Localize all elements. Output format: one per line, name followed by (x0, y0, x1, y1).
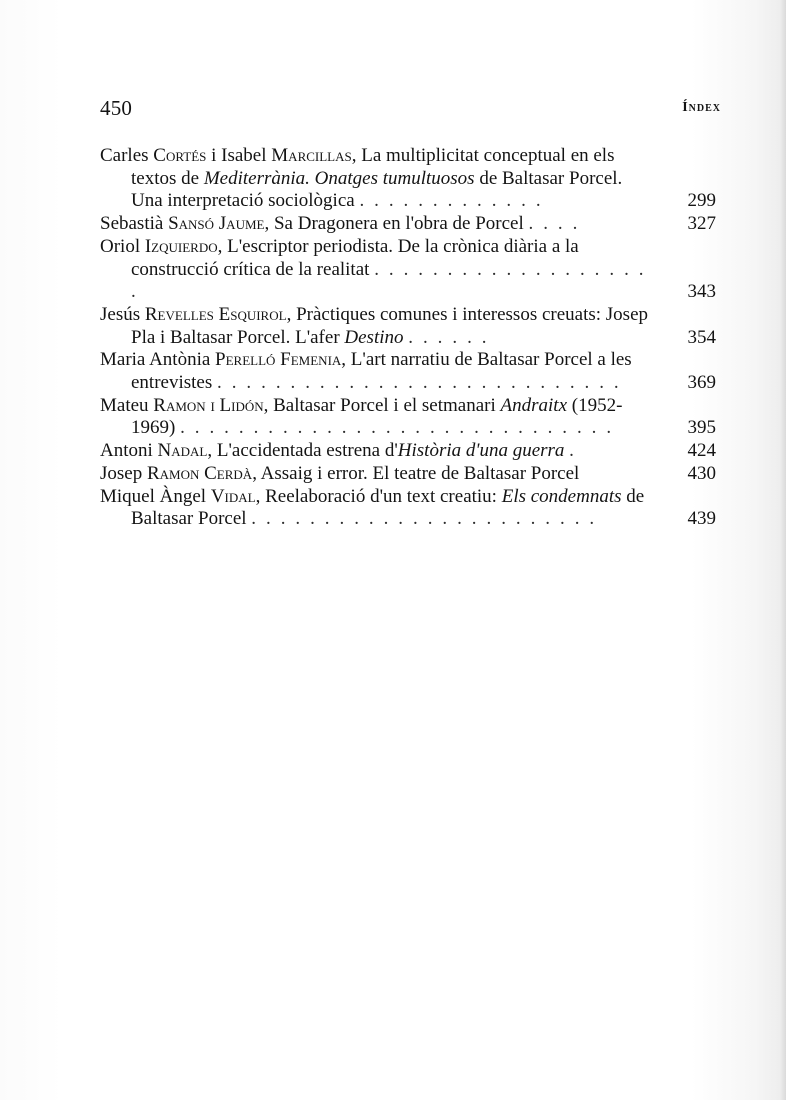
entry-author: Miquel Àngel Vidal (100, 485, 256, 507)
entry-title: , L'accidentada estrena d' (207, 440, 398, 462)
entry-title: , L'escriptor periodista. De la crònica diària a la construcció crítica de la realitat (131, 235, 579, 280)
entry-author: Oriol Izquierdo (100, 235, 218, 257)
entry-title: , La multiplicitat conceptual en els textos de (131, 145, 615, 189)
entry-page-number: 354 (687, 326, 716, 348)
entry-title: , Reelaboració d'un text creatiu: (255, 485, 502, 507)
toc-entry[interactable] (100, 236, 716, 304)
entry-title-italic: Destino (344, 326, 404, 348)
toc-entry[interactable] (100, 349, 716, 394)
entry-title: , Baltasar Porcel i el setmanari (263, 394, 501, 416)
entry-title: , Assaig i error. El teatre de Baltasar Porcel (252, 462, 580, 484)
toc-entry[interactable] (100, 440, 716, 463)
entry-author: Carles Cortés i Isabel Marcillas (100, 145, 352, 166)
entry-title-italic: Mediterrània. Onatges tumultuosos (203, 167, 475, 189)
table-of-contents (100, 145, 716, 531)
entry-page-number: 395 (687, 417, 716, 439)
entry-title: , Pràctiques comunes i interessos creuats: Josep Pla i Baltasar Porcel. L'afer (131, 303, 649, 348)
entry-author: Sebastià Sansó Jaume (100, 213, 265, 235)
dot-leader: . (569, 440, 577, 462)
dot-leader: . . . . . . . . . . . . . . . . . . . . . . . . . . . . . . (180, 417, 614, 439)
toc-entry[interactable] (100, 395, 716, 440)
scan-edge-shadow (780, 0, 786, 1100)
entry-page-number: 439 (687, 508, 716, 530)
entry-author: Maria Antònia Perelló Femenia (100, 349, 342, 371)
entry-page-number: 299 (687, 190, 716, 212)
entry-title-rest: de Baltasar Porcel. Una interpretació sociològica (131, 167, 623, 212)
dot-leader: . . . . . . . . . . . . . . . . . . . . . . . . (251, 508, 597, 530)
dot-leader: . . . . . . . . . . . . . (359, 190, 544, 212)
entry-title-rest: de Baltasar Porcel (131, 485, 645, 530)
toc-entry[interactable] (100, 304, 716, 349)
dot-leader: . . . . . . . . . . . . . . . . . . . . (131, 258, 647, 303)
entry-author: Jesús Revelles Esquirol (100, 303, 287, 325)
entry-author: Mateu Ramon i Lidón (100, 394, 264, 416)
toc-entry[interactable] (100, 145, 716, 213)
running-head: Índex (682, 100, 721, 115)
entry-page-number: 369 (687, 372, 716, 394)
entry-page-number: 430 (687, 462, 716, 484)
entry-title: , L'art narratiu de Baltasar Porcel a les entrevistes (131, 349, 632, 394)
entry-title-italic: Els condemnats (501, 485, 622, 507)
page-number: 450 (100, 96, 133, 120)
entry-title: , Sa Dragonera en l'obra de Porcel (264, 213, 524, 235)
toc-entry[interactable] (100, 463, 716, 486)
entry-page-number: 424 (687, 440, 716, 462)
entry-author: Antoni Nadal (100, 440, 208, 462)
toc-entry[interactable] (100, 486, 716, 531)
entry-page-number: 343 (687, 281, 716, 303)
toc-entry[interactable] (100, 213, 716, 236)
entry-title-italic: Andraitx (500, 394, 568, 416)
entry-page-number: 327 (687, 213, 716, 235)
dot-leader: . . . . . . . . . . . . . . . . . . . . . . . . . . . . (217, 372, 622, 394)
dot-leader: . . . . . . (408, 326, 490, 348)
entry-title-italic: Història d'una guerra (397, 440, 565, 462)
entry-author: Josep Ramon Cerdà (100, 462, 253, 484)
dot-leader: . . . . (528, 213, 580, 235)
entry-title-rest: (1952-1969) (131, 394, 623, 439)
